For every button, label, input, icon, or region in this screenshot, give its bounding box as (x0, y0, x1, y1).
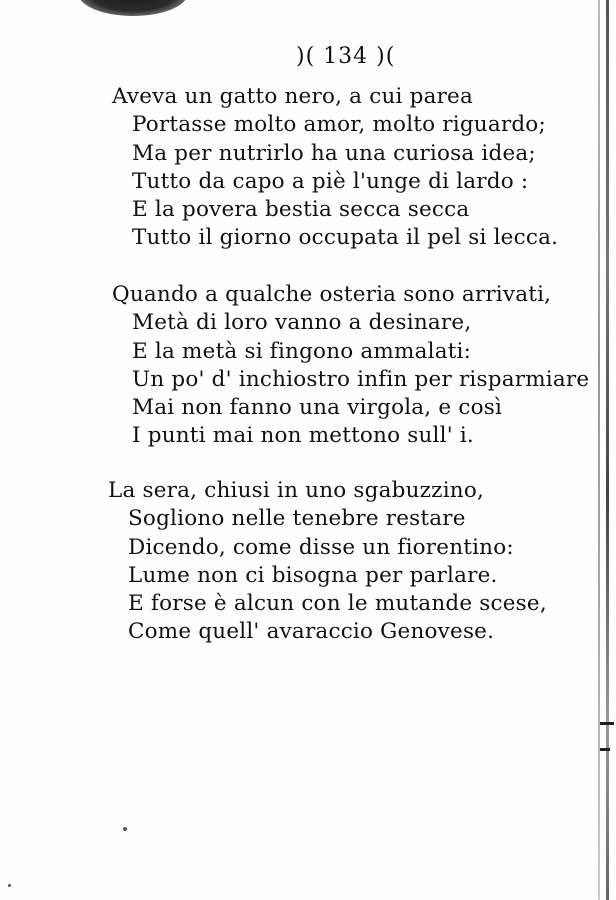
verse-line: Aveva un gatto nero, a cui parea (112, 84, 474, 109)
speck (123, 827, 127, 831)
verse-line: Un po' d' inchiostro infin per risparmiare (132, 367, 590, 392)
edge-mark (600, 722, 614, 725)
verse-line: I punti mai non mettono sull' i. (132, 423, 474, 448)
verse-line: Tutto il giorno occupata il pel si lecca. (132, 225, 559, 250)
page-number: )( 134 )( (296, 44, 396, 69)
verse-line: Ma per nutrirlo ha una curiosa idea; (132, 141, 536, 166)
verse-line: Dicendo, come disse un fiorentino: (128, 535, 514, 560)
page-edge-outer (606, 0, 609, 900)
verse-line: Sogliono nelle tenebre restare (128, 506, 466, 531)
verse-line: La sera, chiusi in uno sgabuzzino, (108, 478, 485, 503)
verse-line: Mai non fanno una virgola, e così (132, 395, 503, 420)
page-edge-inner (598, 0, 600, 900)
edge-mark (600, 748, 610, 751)
verse-line: Portasse molto amor, molto riguardo; (132, 112, 546, 137)
speck (8, 884, 11, 887)
verse-line: Tutto da capo a piè l'unge di lardo : (132, 169, 529, 194)
verse-line: Metà di loro vanno a desinare, (132, 310, 472, 335)
verse-line: Lume non ci bisogna per parlare. (128, 563, 498, 588)
verse-line: E la povera bestia secca secca (132, 197, 470, 222)
verse-line: E la metà si fingono ammalati: (132, 339, 472, 364)
scan-smudge (78, 0, 188, 16)
verse-line: Come quell' avaraccio Genovese. (128, 619, 495, 644)
verse-line: E forse è alcun con le mutande scese, (128, 591, 547, 616)
verse-line: Quando a qualche osteria sono arrivati, (112, 282, 552, 307)
